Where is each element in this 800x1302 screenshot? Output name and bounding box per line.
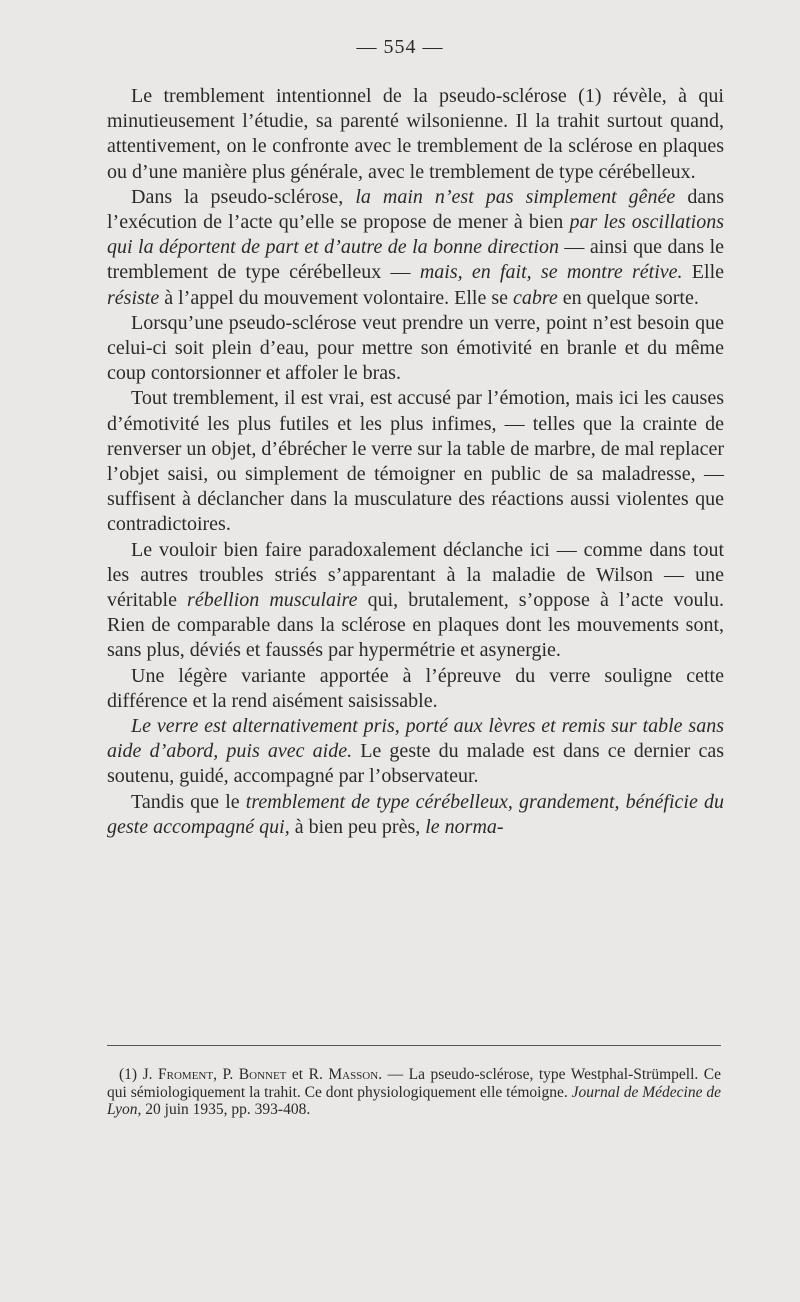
text-run: Lorsqu’une pseudo-sclérose veut prendre un verre, point n’est besoin que celui-ci soit plein d’eau, pour mettre son émotivité en branle et du même coup contorsionner et affoler le bras.	[107, 311, 724, 385]
italic-run: rébellion musculaire	[187, 589, 358, 612]
author-name: Froment	[158, 1066, 214, 1083]
text-run: Tout tremblement, il est vrai, est accusé par l’émotion, mais ici les causes d’émotivité les plus futiles et les plus infimes, — telles que la crainte de renverser un objet, d’ébrécher le verre sur la table de marbre, de mal replacer l’objet saisi, ou simplement de témoigner en public de sa maladresse, — suffisent à déclancher dans la musculature des réactions aussi violentes que contradictoires.	[107, 387, 724, 536]
text-run: qui, brutalement, s’oppose à l’acte voulu. Rien de comparable dans la sclérose en plaques dont les mouvements sont, sans plus, déviés et faussés par hypermétrie et asynergie.	[107, 589, 725, 662]
body-text	[107, 84, 724, 840]
italic-run: la main n’est pas simplement gênée	[355, 185, 676, 208]
paragraph	[107, 664, 724, 714]
text-run: . — La pseudo-sclérose, type Westphal-Strümpell. Ce qui sémiologiquement la trahit. Ce dont physiologiquement elle témoigne.	[107, 1066, 721, 1101]
text-run: Une légère variante apportée à l’épreuve du verre souligne cette différence et la rend aisément saisissable.	[107, 664, 724, 712]
paragraph	[107, 538, 724, 664]
italic-run: mais, en fait, se montre rétive.	[419, 261, 683, 284]
italic-run: résiste	[107, 286, 160, 309]
text-run: en quelque sorte.	[557, 286, 699, 309]
italic-run: Le verre est alternativement pris, porté aux lèvres et remis sur table sans aide d’abord, puis avec aide.	[107, 715, 724, 763]
italic-run: Journal de Médecine de Lyon	[107, 1083, 721, 1118]
text-run: Le geste du malade est dans ce dernier cas soutenu, guidé, accompagné par l’observateur.	[107, 740, 724, 788]
footnote	[107, 1066, 721, 1119]
italic-run: cabre	[513, 286, 558, 309]
italic-run: par les oscillations qui la déportent de part et d’autre de la bonne direction	[107, 211, 724, 259]
text-run: à bien peu près,	[289, 815, 426, 838]
paragraph	[107, 714, 724, 790]
text-run: — ainsi que dans le tremblement de type cérébelleux —	[107, 236, 725, 284]
italic-run: le norma-	[425, 815, 504, 838]
author-name: Bonnet	[238, 1066, 287, 1083]
author-name: Masson	[328, 1066, 379, 1083]
paragraph	[107, 84, 724, 185]
paragraph	[107, 790, 724, 840]
paragraph	[107, 311, 724, 387]
footnote-rule	[107, 1045, 721, 1046]
text-run: Tandis que le	[131, 790, 246, 813]
text-run: (1) J.	[119, 1066, 159, 1083]
paragraph	[107, 386, 724, 537]
text-run: , P.	[213, 1066, 239, 1083]
italic-run: tremblement de type cérébelleux, grandement, bénéficie du geste accompagné qui,	[107, 790, 724, 838]
text-run: Le tremblement intentionnel de la pseudo-sclérose (1) révèle, à qui minutieusement l’étudie, sa parenté wilsonienne. Il la trahit surtout quand, attentivement, on le confronte avec le tremblement de la sclérose en plaques ou d’une manière plus générale, avec le tremblement de type cérébelleux.	[107, 85, 724, 183]
page-number: — 554 —	[356, 36, 444, 58]
text-run: dans l’exécution de l’acte qu’elle se propose de mener à bien	[107, 185, 724, 234]
text-run: et R.	[286, 1066, 329, 1083]
text-run: Dans la pseudo-sclérose,	[131, 185, 356, 208]
text-run: Elle	[682, 261, 725, 284]
text-run: , 20 juin 1935, pp. 393-408.	[137, 1101, 311, 1118]
paragraph	[107, 185, 724, 311]
text-run: à l’appel du mouvement volontaire. Elle se	[159, 286, 513, 309]
text-run: Le vouloir bien faire paradoxalement déclanche ici — comme dans tout les autres troubles striés s’apparentant à la maladie de Wilson — une véritable	[107, 538, 724, 612]
